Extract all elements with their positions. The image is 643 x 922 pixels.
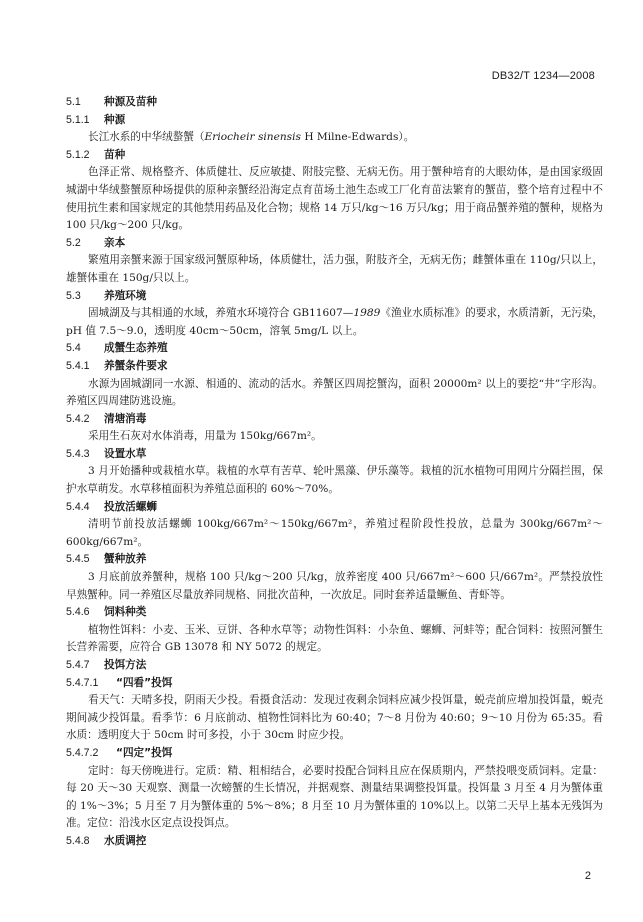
- heading-5-1-2: [66, 147, 603, 165]
- paragraph-5-2: 繁殖用亲蟹来源于国家级河蟹原种场，体质健壮，活力强，附肢齐全，无病无伤；雌蟹体重在 110g/只以上，雄蟹体重在 150g/只以上。: [66, 254, 603, 284]
- paragraph-5-1-1: [66, 129, 603, 147]
- heading-title: “四定”投饵: [116, 746, 173, 759]
- heading-number: 5.2: [66, 236, 81, 249]
- paragraph-5-4-6: 植物性饵料：小麦、玉米、豆饼、各种水草等；动物性饵料：小杂鱼、螺蛳、河蚌等；配合饲料：按照河蟹生长营养需要，应符合 GB 13078 和 NY 5072 的规定。: [66, 623, 603, 654]
- species-name-italic: Eriocheir sinensis: [204, 131, 301, 144]
- heading-5-4-8: [66, 833, 603, 851]
- paragraph-5-1-2: 色泽正常、规格整齐、体质健壮、反应敏捷、附肢完整、无病无伤。用于蟹种培育的大眼幼体，是由国家级固城湖中华绒螯蟹原种场提供的原种亲蟹经沿海定点育苗场土池生态或工厂化育苗法繁育的蟹苗，整个培育过程中不使用抗生素和国家规定的其他禁用药品及化合物；规格 14 万只/kg～16 万只/kg；用于商品蟹养殖的蟹种，规格为 100 只/kg～200 只/kg。: [66, 166, 603, 232]
- text-run: 长江水系的中华绒螯蟹（: [88, 131, 205, 144]
- heading-number: 5.4.3: [66, 447, 90, 460]
- heading-5-4-7-2: [66, 745, 603, 763]
- heading-5-3: [66, 288, 603, 306]
- paragraph-5-4-5: 3 月底前放养蟹种，规格 100 只/kg～200 只/kg，放养密度 400 只/667m²～600 只/667m²。严禁投放性早熟蟹种。同一养殖区尽量放养同规格、同批次苗种，一次放足。同时套养适量鳜鱼、青虾等。: [66, 571, 603, 601]
- heading-5-1: [66, 94, 603, 112]
- heading-5-4-4: [66, 499, 603, 517]
- heading-title: 投放活螺蛳: [104, 500, 157, 513]
- heading-5-4-7: [66, 657, 603, 675]
- document-code: DB32/T 1234—2008: [491, 70, 595, 82]
- heading-number: 5.4.2: [66, 412, 90, 425]
- paragraph-5-4-4: 清明节前投放活螺蛳 100kg/667m²～150kg/667m²，养殖过程阶段性投放，总量为 300kg/667m²～600kg/667m²。: [66, 518, 603, 548]
- text-run: H Milne-Edwards）。: [300, 131, 415, 144]
- heading-5-4: [66, 340, 603, 358]
- text-run: 固城湖及与其相通的水域，养殖水环境符合 GB11607—: [88, 307, 354, 320]
- heading-number: 5.4.8: [66, 834, 90, 847]
- heading-number: 5.4.6: [66, 606, 90, 619]
- heading-5-4-3: [66, 446, 603, 464]
- heading-title: 养殖环境: [104, 289, 147, 302]
- paragraph-5-3: [66, 305, 603, 340]
- heading-5-1-1: [66, 112, 603, 130]
- document-body: [66, 94, 603, 851]
- heading-5-2: [66, 235, 603, 253]
- heading-title: 设置水草: [104, 447, 147, 460]
- year-italic: 1989: [353, 307, 381, 320]
- heading-title: 种源: [104, 113, 126, 126]
- heading-number: 5.4.5: [66, 553, 90, 566]
- heading-5-4-5: [66, 551, 603, 569]
- heading-title: 水质调控: [104, 834, 147, 847]
- heading-number: 5.4.7.2: [66, 746, 99, 759]
- heading-title: “四看”投饵: [116, 676, 173, 689]
- paragraph-5-4-7-1: 看天气：天晴多投，阴雨天少投。看摄食活动：发现过夜剩余饲料应减少投饵量，蜕壳前应增加投饵量，蜕壳期间减少投饵量。看季节：6 月底前动、植物性饲料比为 60:40；7～8 月份为 40:60；9～10 月份为 65:35。看水质：透明度大于 50cm 时可多投，小于 30cm 时应少投。: [66, 694, 603, 742]
- heading-title: 养蟹条件要求: [104, 359, 168, 372]
- heading-number: 5.4.1: [66, 359, 90, 372]
- heading-title: 种源及苗种: [104, 96, 157, 108]
- heading-title: 饲料种类: [104, 606, 147, 619]
- heading-title: 亲本: [104, 236, 126, 249]
- heading-title: 清塘消毒: [104, 412, 147, 425]
- heading-number: 5.3: [66, 289, 81, 302]
- heading-number: 5.1: [66, 96, 81, 108]
- heading-number: 5.1.1: [66, 113, 90, 126]
- heading-number: 5.4.7: [66, 659, 90, 671]
- paragraph-5-4-2: 采用生石灰对水体消毒，用量为 150kg/667m²。: [88, 430, 322, 443]
- paragraph-5-4-7-2: 定时：每天傍晚进行。定质：精、粗相结合，必要时投配合饲料且应在保质期内，严禁投喂变质饲料。定量：每 20 天～30 天观察、测量一次螃蟹的生长情况，并据观察、测量结果调整投饵量。投饵量 3 月至 4 月为蟹体重的 1%～3%；5 月至 7 月为蟹体重的 5%～8%；8 月至 10 月为蟹体重的 10%以上。以第二天早上基本无残饵为准。定位：沿浅水区定点设投饵点。: [66, 764, 603, 830]
- heading-5-4-1: [66, 358, 603, 376]
- heading-number: 5.1.2: [66, 148, 90, 161]
- heading-number: 5.4.7.1: [66, 676, 99, 689]
- heading-title: 投饵方法: [104, 659, 147, 671]
- heading-title: 苗种: [104, 148, 126, 161]
- paragraph-5-4-1: 水源为固城湖同一水源、相通的、流动的活水。养蟹区四周挖蟹沟，面积 20000m² 以上的要挖“井”字形沟。养殖区四周建防逃设施。: [66, 377, 603, 408]
- page-number: 2: [584, 870, 591, 882]
- paragraph-5-4-3: 3 月开始播种或栽植水草。栽植的水草有苦草、轮叶黑藻、伊乐藻等。栽植的沉水植物可用网片分隔拦围，保护水草萌发。水草移植面积为养殖总面积的 60%～70%。: [66, 465, 603, 496]
- heading-number: 5.4: [66, 342, 81, 355]
- heading-5-4-6: [66, 604, 603, 622]
- heading-title: 蟹种放养: [104, 553, 147, 566]
- heading-number: 5.4.4: [66, 500, 90, 513]
- heading-title: 成蟹生态养殖: [104, 342, 168, 355]
- heading-5-4-7-1: [66, 675, 603, 693]
- text-run: 《渔业水质标准》的要求，水质清新，无污染，pH 值 7.5～9.0，透明度 40cm～50cm，溶氧 5mg/L 以上。: [66, 307, 603, 337]
- heading-5-4-2: [66, 411, 603, 429]
